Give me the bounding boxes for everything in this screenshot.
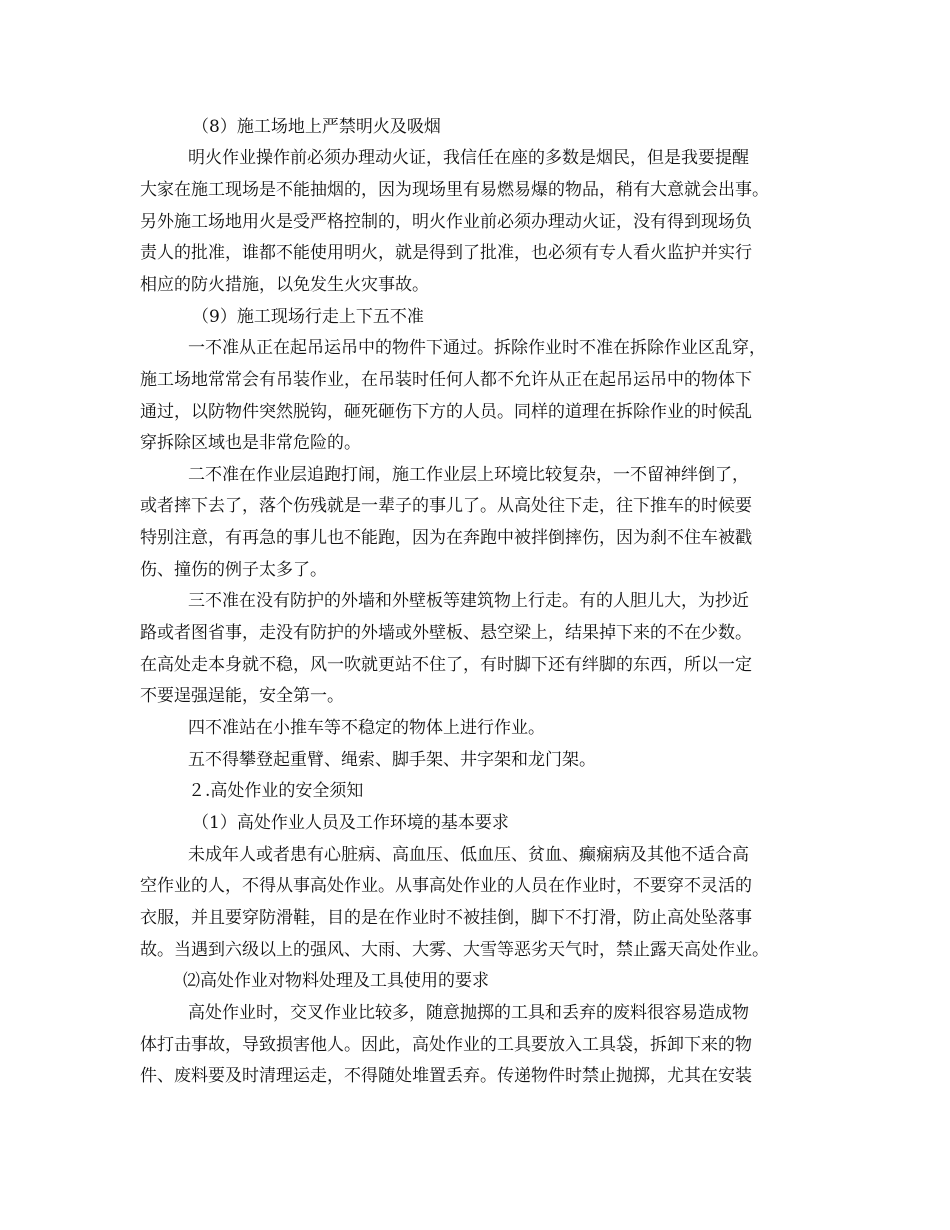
- subheading-2: ⑵高处作业对物料处理及工具使用的要求: [183, 971, 489, 991]
- paragraph-line: 路或者图省事，走没有防护的外墙或外壁板、悬空梁上，结果掉下来的不在少数。: [140, 623, 752, 643]
- paragraph-line: 责人的批准，谁都不能使用明火，就是得到了批准，也必须有专人看火监护并实行: [140, 243, 752, 263]
- paragraph-line: 三不准在没有防护的外墙和外壁板等建筑物上行走。有的人胆儿大，为抄近: [188, 591, 749, 611]
- subheading-1: （1）高处作业人员及工作环境的基本要求: [192, 813, 509, 833]
- paragraph-line: 故。当遇到六级以上的强风、大雨、大雾、大雪等恶劣天气时，禁止露天高处作业。: [140, 940, 769, 960]
- paragraph-line: 通过，以防物件突然脱钩，砸死砸伤下方的人员。同样的道理在拆除作业的时候乱: [140, 402, 752, 422]
- paragraph-line: 伤、撞伤的例子太多了。: [140, 560, 327, 580]
- paragraph-line: 体打击事故，导致损害他人。因此，高处作业的工具要放入工具袋，拆卸下来的物: [140, 1035, 752, 1055]
- paragraph-line: 高处作业时，交叉作业比较多，随意抛掷的工具和丢弃的废料很容易造成物: [188, 1003, 749, 1023]
- heading-8: （8）施工场地上严禁明火及吸烟: [192, 117, 441, 137]
- paragraph-line: 空作业的人，不得从事高处作业。从事高处作业的人员在作业时，不要穿不灵活的: [140, 876, 752, 896]
- paragraph-line: 未成年人或者患有心脏病、高血压、低血压、贫血、癫痫病及其他不适合高: [188, 845, 749, 865]
- paragraph-line: 件、废料要及时清理运走，不得随处堆置丢弃。传递物件时禁止抛掷，尤其在安装: [140, 1066, 752, 1086]
- paragraph-line: 在高处走本身就不稳，风一吹就更站不住了，有时脚下还有绊脚的东西，所以一定: [140, 655, 752, 675]
- paragraph-line: 特别注意，有再急的事儿也不能跑，因为在奔跑中被拌倒摔伤，因为刹不住车被戳: [140, 528, 752, 548]
- paragraph-line: 衣服，并且要穿防滑鞋，目的是在作业时不被挂倒，脚下不打滑，防止高处坠落事: [140, 908, 752, 928]
- paragraph-line: 或者摔下去了，落个伤残就是一辈子的事儿了。从高处往下走，往下推车的时候要: [140, 496, 752, 516]
- paragraph-line: 一不准从正在起吊运吊中的物件下通过。拆除作业时不准在拆除作业区乱穿，: [188, 338, 766, 358]
- paragraph-line: 四不准站在小推车等不稳定的物体上进行作业。: [188, 718, 545, 738]
- paragraph-line: 明火作业操作前必须办理动火证，我信任在座的多数是烟民，但是我要提醒: [188, 148, 749, 168]
- paragraph-line: 不要逞强逞能，安全第一。: [140, 686, 344, 706]
- paragraph-line: 相应的防火措施，以免发生火灾事故。: [140, 275, 429, 295]
- section-heading-2: ２.高处作业的安全须知: [188, 781, 364, 801]
- paragraph-line: 施工场地常常会有吊装作业，在吊装时任何人都不允许从正在起吊运吊中的物体下: [140, 370, 752, 390]
- heading-9: （9）施工现场行走上下五不准: [192, 307, 424, 327]
- paragraph-line: 五不得攀登起重臂、绳索、脚手架、井字架和龙门架。: [188, 750, 596, 770]
- paragraph-line: 穿拆除区域也是非常危险的。: [140, 433, 361, 453]
- paragraph-line: 二不准在作业层追跑打闹，施工作业层上环境比较复杂，一不留神绊倒了，: [188, 465, 749, 485]
- paragraph-line: 大家在施工现场是不能抽烟的，因为现场里有易燃易爆的物品，稍有大意就会出事。: [140, 180, 769, 200]
- paragraph-line: 另外施工场地用火是受严格控制的，明火作业前必须办理动火证，没有得到现场负: [140, 212, 752, 232]
